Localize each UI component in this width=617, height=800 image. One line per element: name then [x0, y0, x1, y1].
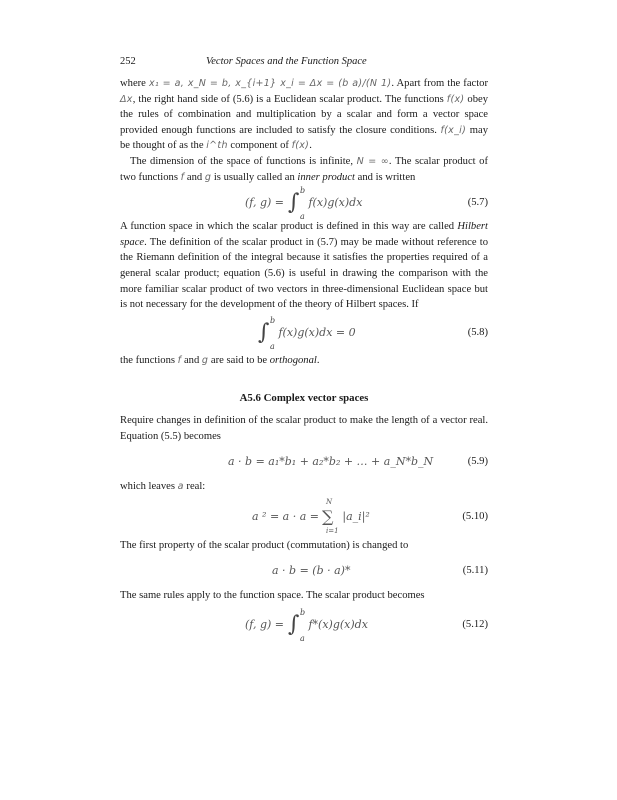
math-n-infinity: N = ∞	[356, 155, 389, 167]
page-number: 252	[120, 56, 136, 67]
paragraph-hilbert-space: A function space in which the scalar product is defined in this way are called Hilbert space. The definition of the scalar product in (5.7) may be made without reference to the Riemann definition of the integral because it satisfies the properties required of a general scalar product; equation (5.6) is useful in drawing the comparison with the more familiar scalar product of two vectors in three-dimensional Euclidean space but is not necessary for the development of the theory of Hilbert spaces. If	[120, 221, 488, 311]
equation-number: (5.8)	[467, 327, 488, 339]
math-grid-definition: x₁ = a, x_N = b, x_{i+1} x_i = Δx = (b a)/(N 1)	[148, 78, 392, 89]
term-inner-product: inner product	[297, 171, 355, 183]
paragraph-complex-scalar: Require changes in definition of the scalar product to make the length of a vector real. Equation (5.5) becomes	[120, 415, 488, 442]
paragraph-orthogonal: the functions f and g are said to be orthogonal.	[120, 354, 320, 366]
term-orthogonal: orthogonal	[269, 354, 317, 366]
equation-number: (5.9)	[467, 456, 488, 467]
paragraph-inner-product: The dimension of the space of functions is infinite, N = ∞. The scalar product of two functions f and g is usually called an inner product and is written	[120, 155, 488, 183]
math-f: f	[180, 171, 185, 183]
paragraph-function-space-scalar: The same rules apply to the function space. The scalar product becomes	[120, 589, 425, 601]
equation-number: (5.11)	[462, 565, 488, 577]
integral-sign: ∫ b a	[288, 607, 306, 643]
equation-5-9: a · b = a₁*b₁ + a₂*b₂ + … + a_N*b_N (5.9)	[120, 445, 488, 479]
math-f-of-xi: f(x_i)	[440, 124, 467, 136]
section-heading: A5.6 Complex vector spaces	[239, 392, 369, 405]
math-ith: i^th	[206, 140, 228, 152]
equation-number: (5.12)	[462, 618, 488, 630]
equation-5-10: a ² = a · a = ∑ N i=1 |a_i|² (5.10)	[120, 494, 488, 538]
math-a: a	[177, 480, 184, 492]
equation-5-7: (f, g) = ∫ b a f(x)g(x)dx (5.7)	[245, 185, 488, 221]
math-g: g	[201, 354, 209, 366]
running-title: Vector Spaces and the Function Space	[206, 56, 367, 67]
equation-5-12: (f, g) = ∫ b a f*(x)g(x)dx (5.12)	[120, 603, 488, 645]
math-g: g	[204, 171, 212, 183]
running-header	[120, 56, 488, 67]
summation-sign: ∑ N i=1	[322, 497, 339, 535]
paragraph-leaves-real: which leaves a real:	[120, 480, 206, 492]
page-content	[120, 56, 488, 645]
math-f: f	[177, 354, 182, 366]
term-hilbert-space: Hilbert space	[120, 221, 488, 248]
equation-number: (5.10)	[462, 510, 488, 522]
equation-5-11: a · b = (b · a)* (5.11)	[120, 554, 488, 588]
math-delta-x: Δx	[120, 93, 133, 105]
integral-sign: ∫ b a	[258, 316, 276, 352]
equation-5-8: ∫ b a f(x)g(x)dx = 0 (5.8)	[120, 313, 488, 353]
equation-number: (5.7)	[467, 196, 488, 208]
math-f-of-x-2: f(x)	[291, 140, 310, 152]
paragraph-commutation: The first property of the scalar product (commutation) is changed to	[120, 540, 409, 552]
integral-sign: ∫ b a	[288, 185, 306, 221]
paragraph-function-components: where x₁ = a, x_N = b, x_{i+1} x_i = Δx = (b a)/(N 1). Apart from the factor Δx, the right hand side of (5.6) is a Euclidean scalar product. The functions f(x) obey the rules of combination and multiplication by a scalar and form a vector space provided enough functions are included to satisfy the closure conditions. f(x_i) may be thought of as the i^th component of f(x).	[120, 78, 489, 152]
math-f-of-x: f(x)	[446, 93, 465, 105]
